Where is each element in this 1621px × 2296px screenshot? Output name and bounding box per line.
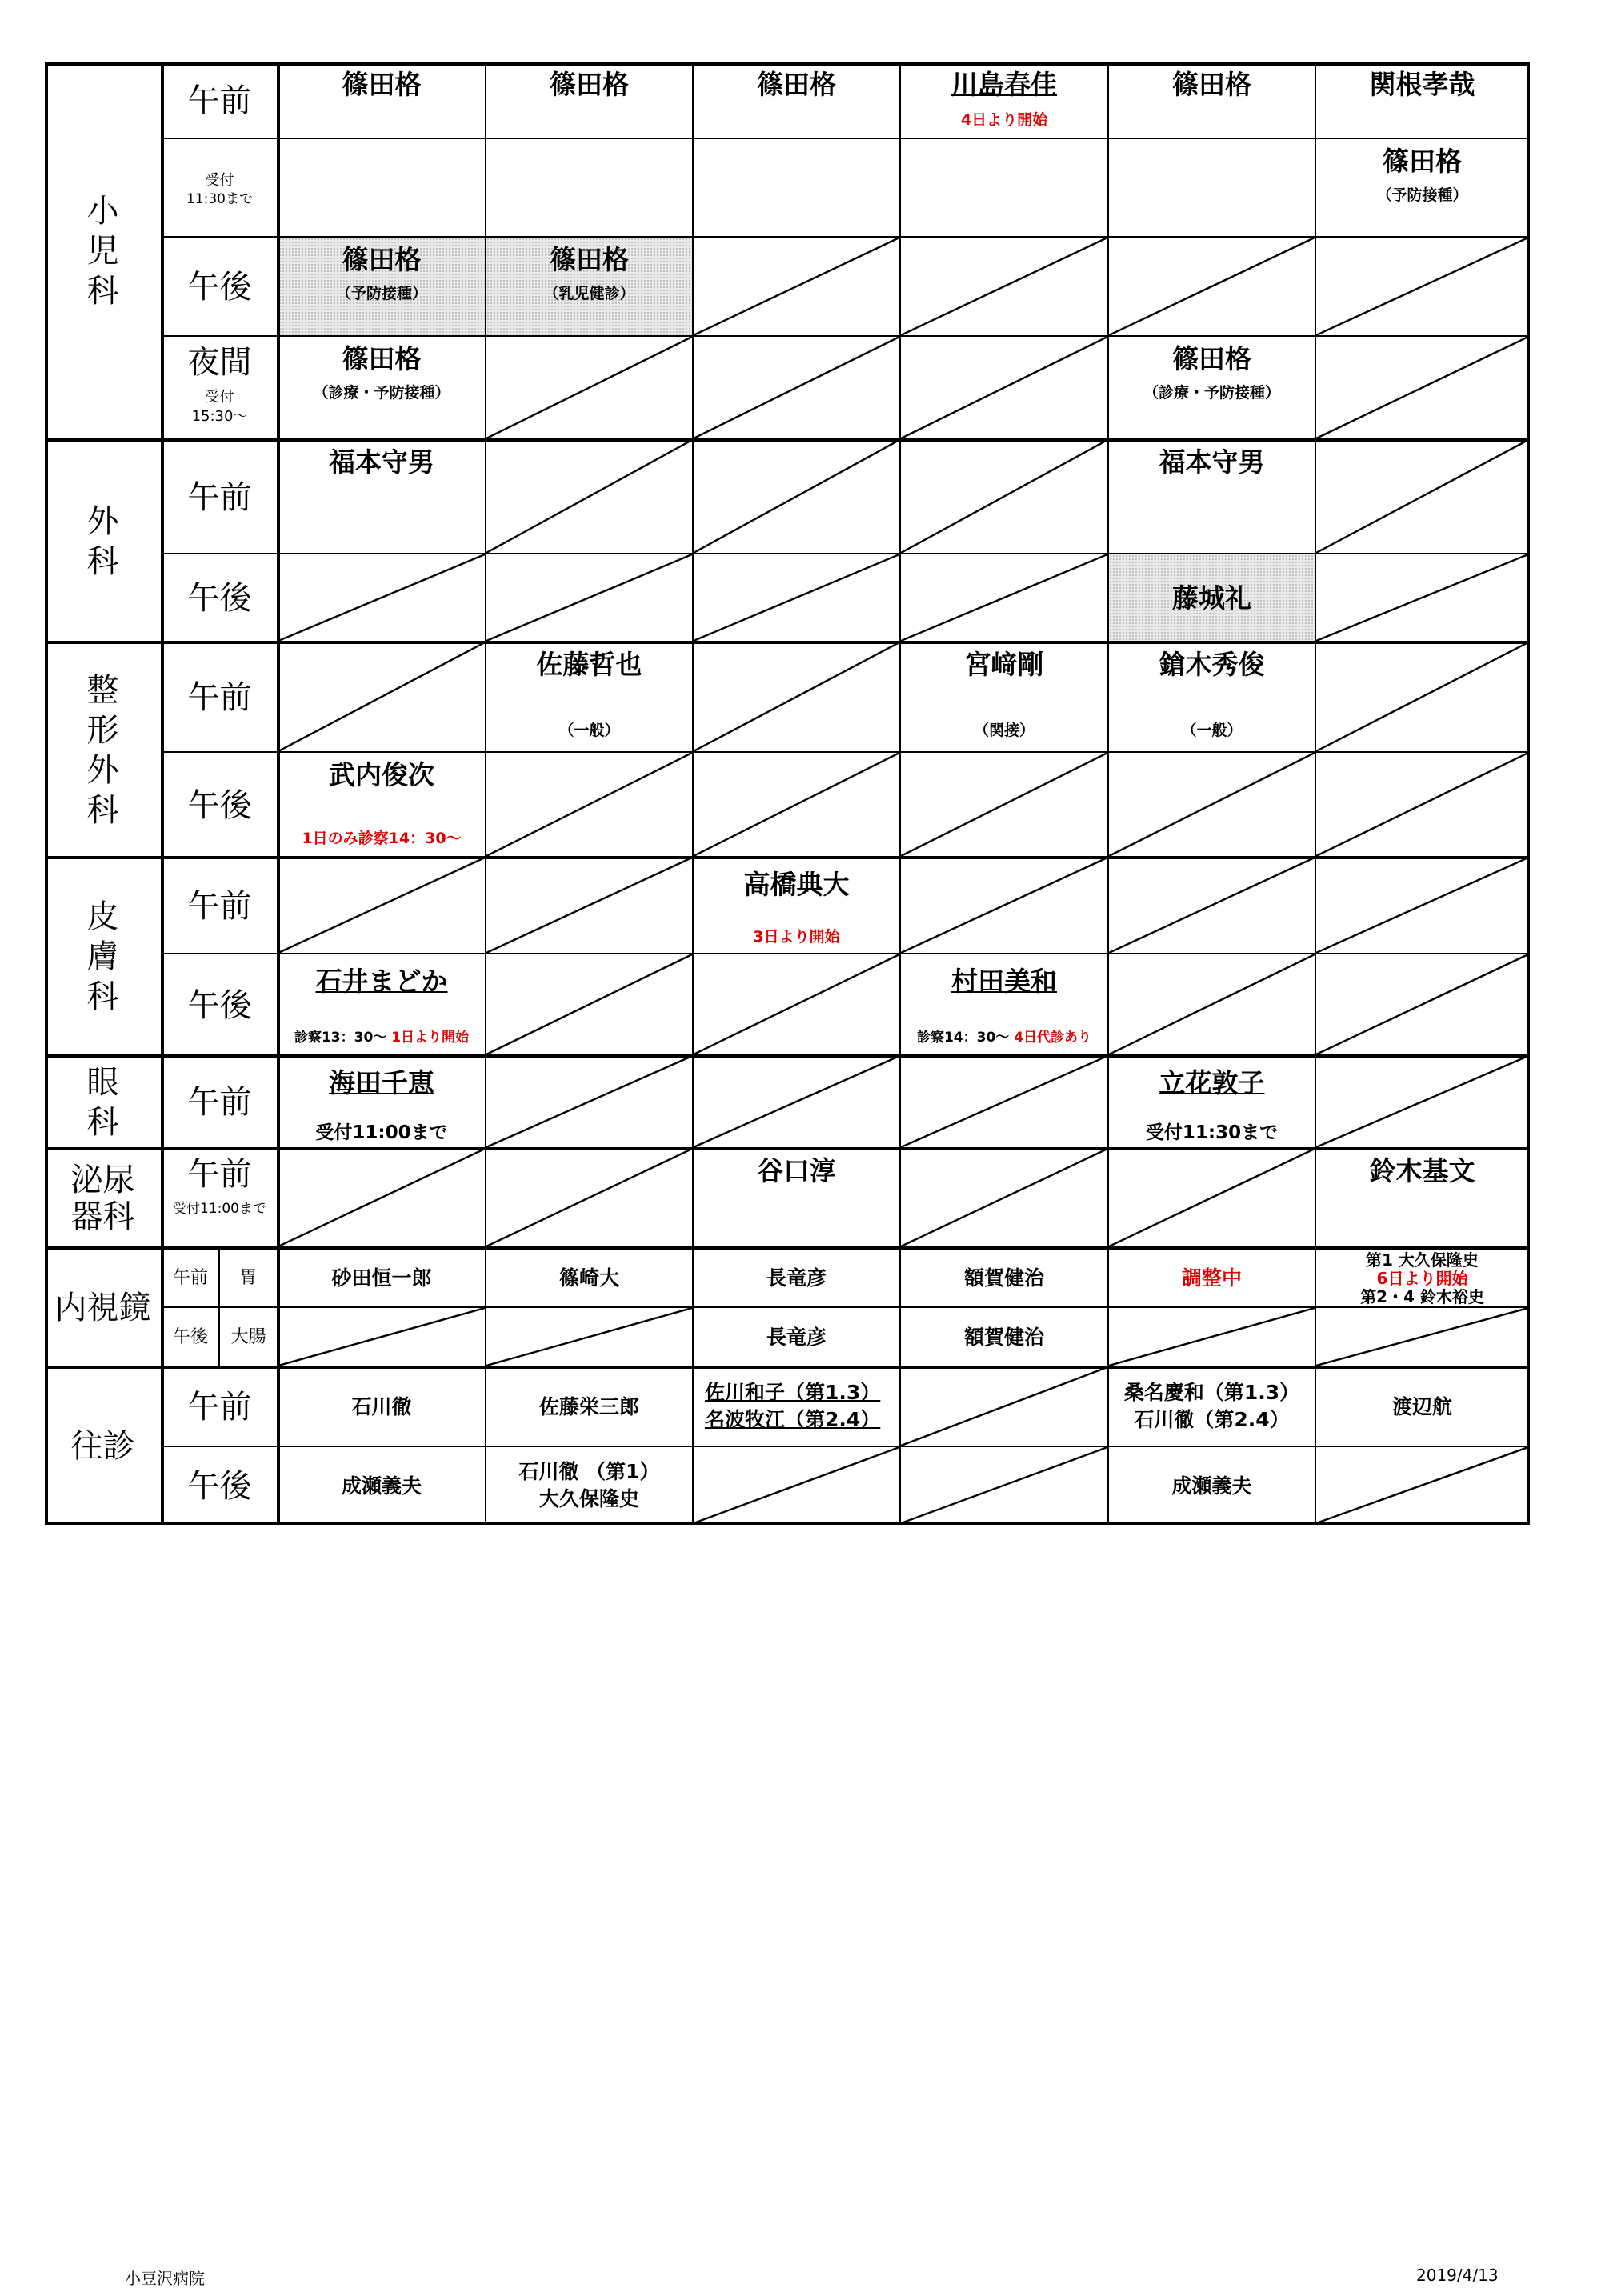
session-label-orthopedics-pm xyxy=(162,753,278,858)
schedule-cell-pediatrics-am-reception-day6 xyxy=(1316,139,1530,238)
schedule-note: 3日より開始 xyxy=(753,928,840,946)
not-available-slash xyxy=(901,1149,1107,1246)
schedule-cell-home-visit-am-day4 xyxy=(901,1367,1109,1447)
department-name-char: 器科 xyxy=(70,1198,135,1235)
schedule-cell-pediatrics-pm-day6 xyxy=(1316,238,1530,337)
schedule-cell-home-visit-pm-day6 xyxy=(1316,1447,1530,1525)
schedule-cell-orthopedics-am-day2 xyxy=(486,642,694,753)
schedule-cell-dermatology-am-day2 xyxy=(486,858,694,954)
schedule-cell-surgery-am-day4 xyxy=(901,440,1109,554)
not-available-slash xyxy=(1316,440,1528,553)
not-available-slash xyxy=(901,238,1107,335)
department-name xyxy=(45,191,161,311)
schedule-cell-ophthalmology-am-day4 xyxy=(901,1056,1109,1149)
physician-name: 鎗木秀俊 xyxy=(1159,649,1265,680)
not-available-slash xyxy=(1109,1149,1315,1246)
department-name-char: 外 xyxy=(86,502,119,540)
physician-name: 福本守男 xyxy=(1159,446,1265,478)
schedule-cell-endoscopy-pm-day6 xyxy=(1316,1308,1530,1367)
not-available-slash xyxy=(1316,1447,1528,1523)
physician-name: 額賀健治 xyxy=(963,1266,1044,1290)
schedule-note: 受付11:00まで xyxy=(315,1122,448,1143)
schedule-note: （関接） xyxy=(973,722,1035,739)
not-available-slash xyxy=(901,1056,1107,1147)
department-divider xyxy=(45,438,1530,442)
not-available-slash xyxy=(1316,238,1528,335)
column-divider xyxy=(161,62,164,1525)
session-time-label: 午前 xyxy=(187,1156,252,1193)
department-name-char: 科 xyxy=(86,978,119,1015)
schedule-cell-pediatrics-am-day4 xyxy=(901,62,1109,139)
not-available-slash xyxy=(1109,954,1315,1054)
schedule-cell-urology-am-day4 xyxy=(901,1149,1109,1248)
not-available-slash xyxy=(901,337,1107,438)
physician-name: 鈴木基文 xyxy=(1369,1155,1475,1186)
not-available-slash xyxy=(1109,1308,1315,1366)
not-available-slash xyxy=(1316,954,1528,1054)
not-available-slash xyxy=(1316,337,1528,438)
not-available-slash xyxy=(694,238,899,335)
physician-name: 谷口淳 xyxy=(757,1155,836,1186)
schedule-cell-pediatrics-am-reception-day2 xyxy=(486,139,694,238)
schedule-cell-endoscopy-pm-day3 xyxy=(694,1308,901,1367)
schedule-cell-endoscopy-pm-day2 xyxy=(486,1308,694,1367)
department-name xyxy=(45,1290,161,1326)
schedule-cell-home-visit-am-day3 xyxy=(694,1367,901,1447)
department-divider xyxy=(45,1147,1530,1150)
department-divider xyxy=(45,856,1530,859)
schedule-cell-home-visit-pm-day4 xyxy=(901,1447,1109,1525)
session-label-dermatology-pm xyxy=(162,954,278,1056)
physician-name: 長竜彦 xyxy=(766,1326,827,1349)
schedule-cell-dermatology-am-day6 xyxy=(1316,858,1530,954)
reception-time-note: 11:30まで xyxy=(186,190,253,207)
not-available-slash xyxy=(901,1367,1107,1446)
not-available-slash xyxy=(694,753,899,856)
schedule-note: （一般） xyxy=(1181,722,1243,739)
schedule-cell-orthopedics-pm-day3 xyxy=(694,753,901,858)
schedule-cell-pediatrics-am-reception-day3 xyxy=(694,139,901,238)
schedule-cell-home-visit-pm-day1 xyxy=(278,1447,486,1525)
department-name-char: 内視鏡 xyxy=(54,1289,151,1326)
not-available-slash xyxy=(486,858,692,953)
schedule-cell-ophthalmology-am-day3 xyxy=(694,1056,901,1149)
schedule-cell-surgery-pm-day2 xyxy=(486,554,694,642)
department-name xyxy=(45,670,161,830)
not-available-slash xyxy=(1316,642,1528,751)
not-available-slash xyxy=(486,753,692,856)
department-name-char: 小 xyxy=(86,193,119,230)
not-available-slash xyxy=(901,1447,1107,1523)
schedule-cell-orthopedics-am-day5 xyxy=(1109,642,1316,753)
department-label-orthopedics xyxy=(45,642,162,858)
not-available-slash xyxy=(1316,554,1528,641)
session-time-label: 午後 xyxy=(187,986,252,1024)
schedule-cell-endoscopy-am-day4 xyxy=(901,1248,1109,1308)
schedule-cell-dermatology-pm-day1 xyxy=(278,954,486,1056)
schedule-note: （乳児健診） xyxy=(543,285,635,302)
session-time-label: 午前 xyxy=(187,82,252,119)
schedule-cell-home-visit-am-day6 xyxy=(1316,1367,1530,1447)
schedule-cell-home-visit-am-day5 xyxy=(1109,1367,1316,1447)
not-available-slash xyxy=(1316,753,1528,856)
session-time-label: 夜間 xyxy=(187,344,252,381)
schedule-cell-surgery-am-day5 xyxy=(1109,440,1316,554)
physician-name: 佐川和子（第1.3） xyxy=(705,1381,881,1404)
schedule-note-start: 1日より開始 xyxy=(391,1030,470,1046)
schedule-cell-urology-am-day1 xyxy=(278,1149,486,1248)
not-available-slash xyxy=(1316,1308,1528,1366)
physician-name: 福本守男 xyxy=(329,446,434,478)
schedule-note: （一般） xyxy=(558,722,620,739)
department-label-surgery xyxy=(45,440,162,642)
department-name-char: 整 xyxy=(86,671,119,709)
schedule-cell-home-visit-pm-day3 xyxy=(694,1447,901,1525)
schedule-cell-orthopedics-am-day6 xyxy=(1316,642,1530,753)
session-label-pediatrics-pm xyxy=(162,238,278,337)
schedule-note xyxy=(278,1030,485,1046)
column-divider xyxy=(277,62,280,1525)
not-available-slash xyxy=(278,1308,485,1366)
reception-time-note: 受付 xyxy=(205,389,234,406)
schedule-cell-pediatrics-am-day5 xyxy=(1109,62,1316,139)
department-name xyxy=(45,897,161,1017)
not-available-slash xyxy=(1109,238,1315,335)
physician-name: 篠田格 xyxy=(1172,69,1251,100)
schedule-cell-dermatology-pm-day3 xyxy=(694,954,901,1056)
physician-name: 村田美和 xyxy=(951,966,1057,997)
schedule-cell-ophthalmology-am-day1 xyxy=(278,1056,486,1149)
schedule-cell-orthopedics-pm-day6 xyxy=(1316,753,1530,858)
session-label-pediatrics-am-reception xyxy=(162,139,278,238)
reception-time-note: 受付11:00まで xyxy=(173,1201,266,1217)
not-available-slash xyxy=(1316,858,1528,953)
session-label-orthopedics-am xyxy=(162,642,278,753)
schedule-cell-ophthalmology-am-day2 xyxy=(486,1056,694,1149)
session-label-pediatrics-am xyxy=(162,62,278,139)
schedule-note: （予防接種） xyxy=(335,285,427,302)
physician-name: 石川徹 （第1） xyxy=(518,1459,660,1483)
schedule-cell-urology-am-day3 xyxy=(694,1149,901,1248)
schedule-cell-pediatrics-am-reception-day1 xyxy=(278,139,486,238)
schedule-cell-endoscopy-am-day6 xyxy=(1316,1248,1530,1308)
schedule-note-time: 診察14：30～ xyxy=(916,1030,1015,1046)
department-name-char: 外 xyxy=(86,751,119,789)
schedule-note: 受付11:30まで xyxy=(1145,1122,1279,1143)
schedule-cell-home-visit-am-day2 xyxy=(486,1367,694,1447)
endoscopy-type-label: 胃 xyxy=(239,1267,258,1288)
not-available-slash xyxy=(486,337,692,438)
schedule-cell-orthopedics-pm-day4 xyxy=(901,753,1109,858)
endoscopy-type-label: 大腸 xyxy=(230,1327,266,1347)
department-name-char: 往診 xyxy=(70,1427,135,1465)
schedule-cell-pediatrics-pm-day3 xyxy=(694,238,901,337)
not-available-slash xyxy=(278,1149,485,1246)
department-divider xyxy=(45,641,1530,644)
department-name-char: 形 xyxy=(86,711,119,749)
schedule-cell-orthopedics-am-day4 xyxy=(901,642,1109,753)
schedule-note-start: 4日代診あり xyxy=(1014,1030,1092,1046)
schedule-cell-endoscopy-am-day3 xyxy=(694,1248,901,1308)
schedule-cell-orthopedics-am-day1 xyxy=(278,642,486,753)
physician-name: 第2・4 鈴木裕史 xyxy=(1360,1287,1484,1306)
physician-name: 桑名慶和（第1.3） xyxy=(1123,1381,1300,1404)
department-name-char: 科 xyxy=(86,542,119,580)
schedule-cell-surgery-pm-day1 xyxy=(278,554,486,642)
schedule-note: （診療・予防接種） xyxy=(1143,384,1280,402)
schedule-note: （診療・予防接種） xyxy=(313,384,450,402)
not-available-slash xyxy=(694,337,899,438)
physician-name: 高橋典大 xyxy=(743,869,850,900)
reception-time-note: 受付 xyxy=(205,171,234,189)
department-label-home-visit xyxy=(45,1367,162,1525)
schedule-cell-pediatrics-pm-day1 xyxy=(278,238,486,337)
session-time-am xyxy=(162,1248,220,1308)
department-name-char: 科 xyxy=(86,791,119,829)
schedule-cell-pediatrics-night-day1 xyxy=(278,337,486,440)
physician-name: 立花敦子 xyxy=(1159,1067,1265,1098)
session-time-label: 午前 xyxy=(187,679,252,716)
session-label-home-visit-am xyxy=(162,1367,278,1447)
schedule-cell-dermatology-am-day3 xyxy=(694,858,901,954)
session-time-label: 午後 xyxy=(187,269,252,306)
physician-name: 成瀬義夫 xyxy=(341,1474,422,1498)
schedule-cell-dermatology-pm-day4 xyxy=(901,954,1109,1056)
schedule-note: 4日より開始 xyxy=(960,111,1048,129)
session-label-home-visit-pm xyxy=(162,1447,278,1525)
schedule-note: （予防接種） xyxy=(1376,186,1468,204)
schedule-cell-dermatology-am-day1 xyxy=(278,858,486,954)
schedule-cell-orthopedics-pm-day1 xyxy=(278,753,486,858)
not-available-slash xyxy=(901,858,1107,953)
physician-name: 額賀健治 xyxy=(963,1326,1044,1349)
schedule-cell-pediatrics-night-day3 xyxy=(694,337,901,440)
session-label-urology-am xyxy=(162,1149,278,1248)
schedule-cell-pediatrics-am-day1 xyxy=(278,62,486,139)
schedule-cell-pediatrics-am-day3 xyxy=(694,62,901,139)
not-available-slash xyxy=(486,1308,692,1366)
physician-name: 名波牧江（第2.4） xyxy=(705,1408,881,1431)
not-available-slash xyxy=(901,753,1107,856)
not-available-slash xyxy=(1109,858,1315,953)
schedule-cell-urology-am-day6 xyxy=(1316,1149,1530,1248)
schedule-cell-pediatrics-night-day5 xyxy=(1109,337,1316,440)
session-time-label: 午前 xyxy=(187,1389,252,1426)
schedule-cell-surgery-am-day3 xyxy=(694,440,901,554)
schedule-cell-dermatology-am-day4 xyxy=(901,858,1109,954)
not-available-slash xyxy=(278,642,485,751)
session-time-label: 午後 xyxy=(187,1467,252,1505)
not-available-slash xyxy=(694,554,899,641)
session-time-label: 午前 xyxy=(187,1084,252,1121)
not-available-slash xyxy=(1109,753,1315,856)
department-name-char: 児 xyxy=(86,233,119,270)
physician-name: 成瀬義夫 xyxy=(1171,1474,1252,1498)
physician-name: 佐藤栄三郎 xyxy=(538,1395,639,1418)
department-label-endoscopy xyxy=(45,1248,162,1367)
endoscopy-type-am xyxy=(220,1248,278,1308)
physician-name: 宮﨑剛 xyxy=(964,649,1044,680)
department-label-ophthalmology xyxy=(45,1056,162,1149)
not-available-slash xyxy=(901,554,1107,641)
department-name xyxy=(45,1162,161,1235)
department-name-char: 科 xyxy=(86,273,119,310)
session-time-pm xyxy=(162,1308,220,1367)
not-available-slash xyxy=(278,858,485,953)
physician-name: 佐藤哲也 xyxy=(536,649,642,680)
physician-name: 調整中 xyxy=(1181,1266,1242,1290)
schedule-cell-surgery-pm-day6 xyxy=(1316,554,1530,642)
schedule-cell-surgery-pm-day4 xyxy=(901,554,1109,642)
schedule-cell-pediatrics-am-day2 xyxy=(486,62,694,139)
physician-name: 篠田格 xyxy=(1172,343,1251,374)
physician-name: 篠田格 xyxy=(550,244,629,275)
schedule-note xyxy=(901,1030,1107,1046)
physician-name: 海田千恵 xyxy=(329,1067,434,1098)
session-time-label: 午前 xyxy=(187,478,252,516)
schedule-cell-pediatrics-am-reception-day5 xyxy=(1109,139,1316,238)
physician-name: 篠田格 xyxy=(757,69,836,100)
schedule-cell-pediatrics-am-reception-day4 xyxy=(901,139,1109,238)
physician-name: 篠田格 xyxy=(342,69,422,100)
department-divider xyxy=(45,1366,1530,1369)
schedule-cell-endoscopy-pm-day1 xyxy=(278,1308,486,1367)
session-label-pediatrics-night xyxy=(162,337,278,440)
schedule-cell-endoscopy-pm-day5 xyxy=(1109,1308,1316,1367)
schedule-cell-pediatrics-pm-day4 xyxy=(901,238,1109,337)
schedule-cell-pediatrics-pm-day5 xyxy=(1109,238,1316,337)
schedule-cell-orthopedics-pm-day5 xyxy=(1109,753,1316,858)
not-available-slash xyxy=(1316,1056,1528,1147)
session-time-label: 午後 xyxy=(187,786,252,824)
physician-name: 武内俊次 xyxy=(329,759,434,790)
physician-name: 川島春佳 xyxy=(951,69,1057,100)
schedule-cell-surgery-pm-day5 xyxy=(1109,554,1316,642)
physician-name: 石井まどか xyxy=(315,966,448,997)
session-time-label: 午前 xyxy=(187,887,252,925)
not-available-slash xyxy=(278,554,485,641)
department-name-char: 泌尿 xyxy=(70,1162,135,1198)
department-label-dermatology xyxy=(45,858,162,1056)
physician-name: 長竜彦 xyxy=(766,1266,827,1290)
schedule-cell-dermatology-am-day5 xyxy=(1109,858,1316,954)
schedule-cell-surgery-pm-day3 xyxy=(694,554,901,642)
not-available-slash xyxy=(486,954,692,1054)
department-label-urology xyxy=(45,1149,162,1248)
department-name xyxy=(45,1062,161,1142)
schedule-cell-surgery-am-day2 xyxy=(486,440,694,554)
schedule-cell-pediatrics-night-day4 xyxy=(901,337,1109,440)
not-available-slash xyxy=(486,1149,692,1246)
schedule-cell-urology-am-day2 xyxy=(486,1149,694,1248)
department-name xyxy=(45,502,161,582)
not-available-slash xyxy=(486,440,692,553)
not-available-slash xyxy=(901,440,1107,553)
schedule-cell-urology-am-day5 xyxy=(1109,1149,1316,1248)
schedule-cell-orthopedics-am-day3 xyxy=(694,642,901,753)
schedule-cell-pediatrics-night-day2 xyxy=(486,337,694,440)
physician-name: 6日より開始 xyxy=(1376,1269,1468,1288)
physician-name: 篠田格 xyxy=(550,69,629,100)
session-label-surgery-am xyxy=(162,440,278,554)
hospital-name: 小豆沢病院 xyxy=(125,2269,205,2288)
physician-name: 大久保隆史 xyxy=(538,1486,639,1510)
schedule-cell-surgery-am-day6 xyxy=(1316,440,1530,554)
not-available-slash xyxy=(694,642,899,751)
schedule-cell-home-visit-pm-day2 xyxy=(486,1447,694,1525)
schedule-cell-pediatrics-am-day6 xyxy=(1316,62,1530,139)
schedule-cell-dermatology-pm-day5 xyxy=(1109,954,1316,1056)
schedule-note-time: 診察13：30～ xyxy=(294,1030,392,1046)
physician-name: 篠田格 xyxy=(342,343,422,374)
physician-name: 渡辺航 xyxy=(1391,1395,1452,1418)
session-time-label: 午後 xyxy=(172,1327,208,1347)
not-available-slash xyxy=(486,554,692,641)
not-available-slash xyxy=(694,1056,899,1147)
schedule-cell-pediatrics-night-day6 xyxy=(1316,337,1530,440)
session-label-dermatology-am xyxy=(162,858,278,954)
physician-name: 石川徹 xyxy=(351,1395,412,1418)
physician-name: 石川徹（第2.4） xyxy=(1134,1408,1290,1431)
physician-name: 篠崎大 xyxy=(558,1266,619,1290)
not-available-slash xyxy=(694,954,899,1054)
schedule-cell-dermatology-pm-day2 xyxy=(486,954,694,1056)
schedule-cell-ophthalmology-am-day6 xyxy=(1316,1056,1530,1149)
department-name-char: 膚 xyxy=(86,938,119,975)
department-name xyxy=(45,1428,161,1465)
schedule-cell-pediatrics-pm-day2 xyxy=(486,238,694,337)
endoscopy-type-pm xyxy=(220,1308,278,1367)
physician-name: 第1 大久保隆史 xyxy=(1366,1250,1479,1270)
session-time-label: 午前 xyxy=(172,1267,208,1288)
schedule-cell-endoscopy-pm-day4 xyxy=(901,1308,1109,1367)
not-available-slash xyxy=(694,440,899,553)
physician-name: 関根孝哉 xyxy=(1369,69,1475,100)
department-name-char: 皮 xyxy=(86,898,119,935)
schedule-cell-orthopedics-pm-day2 xyxy=(486,753,694,858)
department-name-char: 科 xyxy=(86,1104,119,1141)
schedule-cell-dermatology-pm-day6 xyxy=(1316,954,1530,1056)
schedule-cell-ophthalmology-am-day5 xyxy=(1109,1056,1316,1149)
schedule-cell-endoscopy-am-day1 xyxy=(278,1248,486,1308)
schedule-cell-home-visit-pm-day5 xyxy=(1109,1447,1316,1525)
schedule-cell-home-visit-am-day1 xyxy=(278,1367,486,1447)
physician-name: 篠田格 xyxy=(342,244,422,275)
schedule-cell-endoscopy-am-day5 xyxy=(1109,1248,1316,1308)
physician-name: 砂田恒一郎 xyxy=(331,1266,432,1290)
session-time-label: 午後 xyxy=(187,580,252,617)
physician-name: 藤城礼 xyxy=(1172,582,1251,614)
schedule-cell-surgery-am-day1 xyxy=(278,440,486,554)
not-available-slash xyxy=(486,1056,692,1147)
reception-time-note: 15:30～ xyxy=(191,408,248,425)
not-available-slash xyxy=(694,1447,899,1523)
department-name-char: 眼 xyxy=(86,1064,119,1101)
session-label-ophthalmology-am xyxy=(162,1056,278,1149)
department-divider xyxy=(45,1246,1530,1250)
schedule-cell-endoscopy-am-day2 xyxy=(486,1248,694,1308)
schedule-note: 1日のみ診察14：30～ xyxy=(302,830,462,847)
session-label-surgery-pm xyxy=(162,554,278,642)
print-date: 2019/4/13 xyxy=(1416,2266,1499,2285)
physician-name: 篠田格 xyxy=(1383,146,1462,177)
department-label-pediatrics xyxy=(45,62,162,440)
department-divider xyxy=(45,1054,1530,1058)
